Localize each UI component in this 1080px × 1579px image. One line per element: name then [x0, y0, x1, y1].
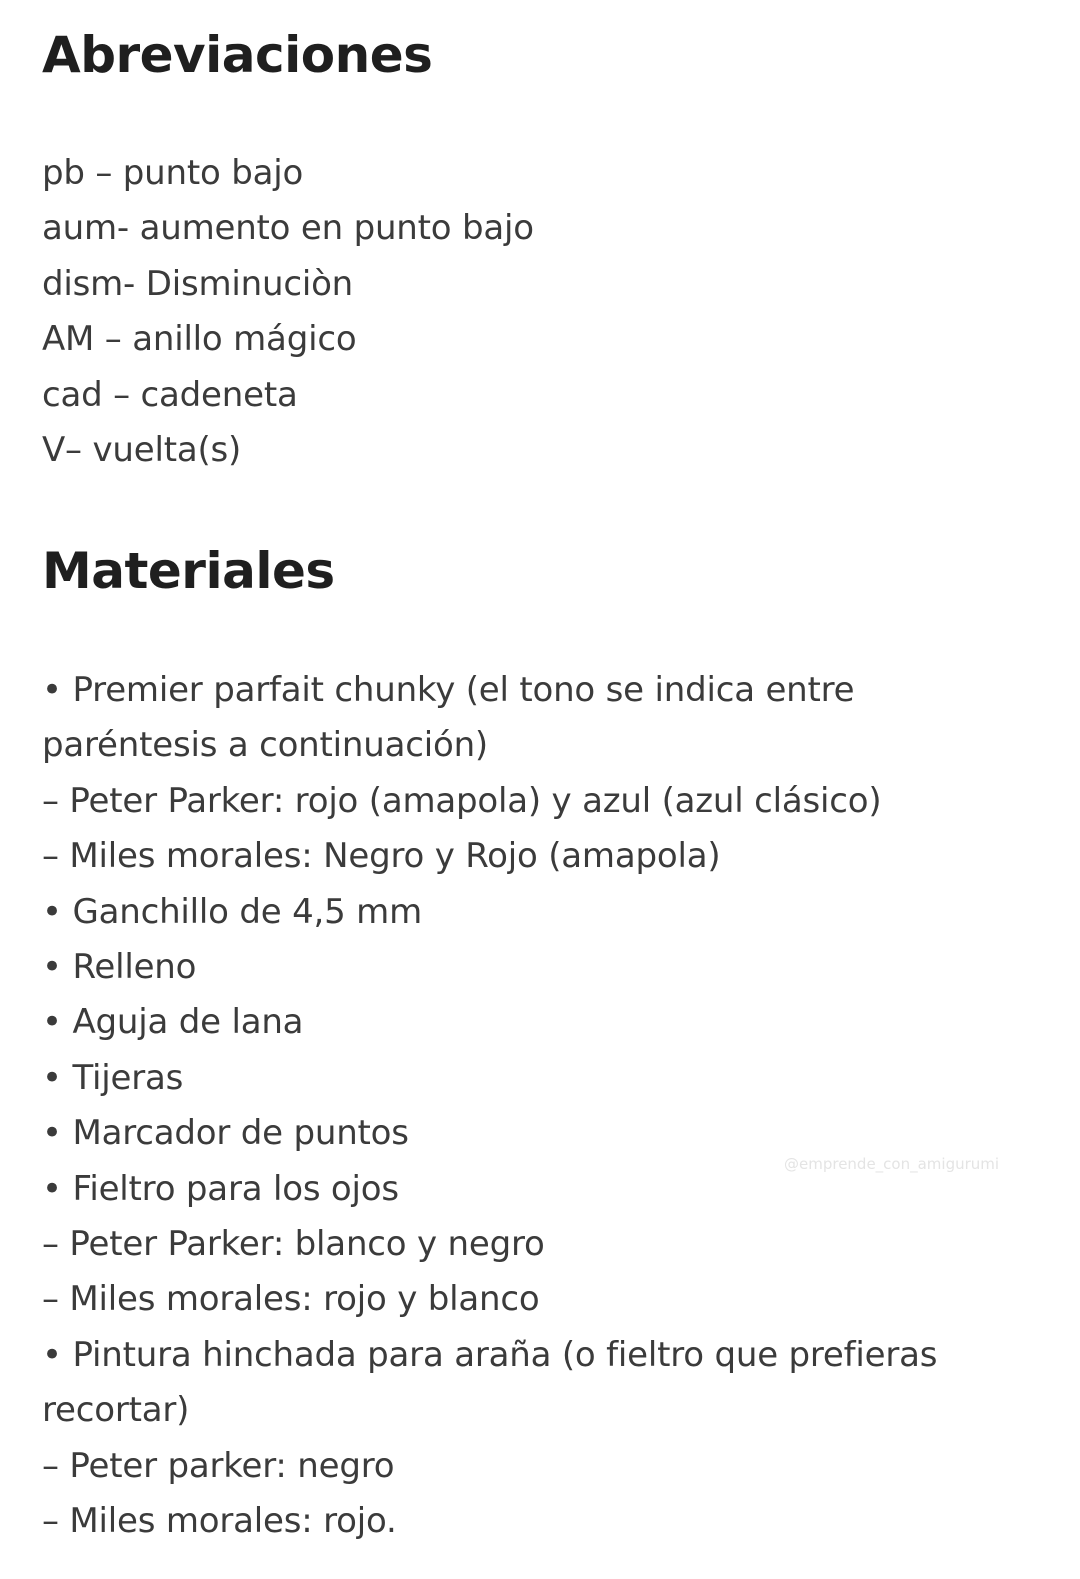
- list-item: • Premier parfait chunky (el tono se indica entre paréntesis a continuación): [42, 670, 866, 766]
- list-item: • Tijeras: [42, 1057, 184, 1098]
- list-item: V– vuelta(s): [42, 430, 242, 471]
- list-item: aum- aumento en punto bajo: [42, 208, 534, 249]
- list-item: • Marcador de puntos: [42, 1113, 409, 1154]
- materiales-list: [42, 663, 1032, 1550]
- list-item: – Peter Parker: blanco y negro: [42, 1224, 545, 1265]
- materiales-heading: Materiales: [42, 542, 335, 600]
- list-item: pb – punto bajo: [42, 153, 304, 193]
- list-item: • Pintura hinchada para araña (o fieltro que prefieras recortar): [42, 1334, 948, 1431]
- abreviaciones-heading: Abreviaciones: [42, 26, 433, 84]
- abreviaciones-list: [42, 146, 1032, 478]
- list-item: – Miles morales: rojo y blanco: [42, 1279, 540, 1320]
- list-item: AM – anillo mágico: [42, 319, 357, 360]
- list-item: dism- Disminuciòn: [42, 263, 354, 304]
- list-item: • Aguja de lana: [42, 1002, 304, 1043]
- list-item: cad – cadeneta: [42, 374, 298, 415]
- list-item: – Peter parker: negro: [42, 1445, 395, 1486]
- list-item: • Relleno: [42, 947, 197, 988]
- list-item: • Ganchillo de 4,5 mm: [42, 891, 423, 932]
- list-item: – Peter Parker: rojo (amapola) y azul (azul clásico): [42, 780, 882, 821]
- list-item: – Miles morales: rojo.: [42, 1501, 397, 1542]
- list-item: – Miles morales: Negro y Rojo (amapola): [42, 836, 721, 877]
- watermark-text: @emprende_con_amigurumi: [784, 1155, 1000, 1173]
- list-item: • Fieltro para los ojos: [42, 1168, 399, 1209]
